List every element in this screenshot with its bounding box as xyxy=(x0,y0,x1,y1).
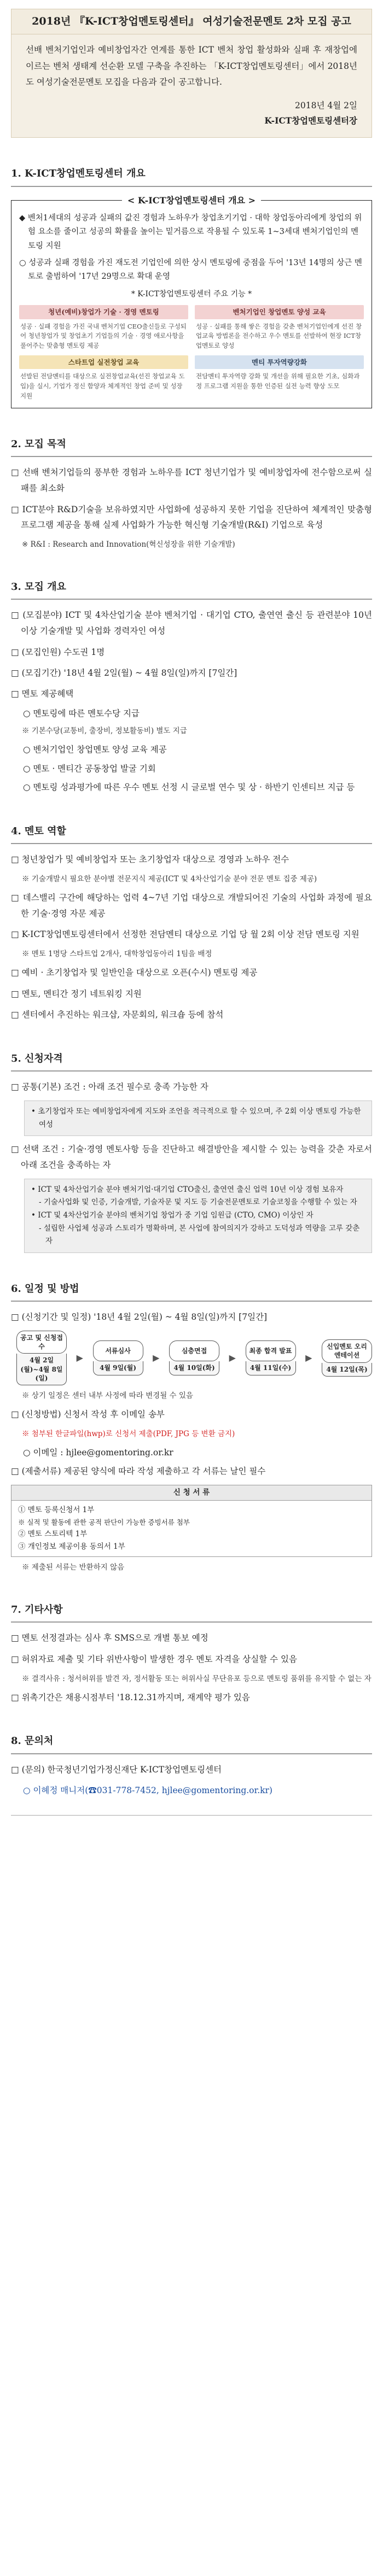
functions-caption: * K-ICT창업멘토링센터 주요 기능 * xyxy=(131,289,252,298)
section-title-schedule: 6. 일정 및 방법 xyxy=(11,1280,372,1302)
recruit-count: □ (모집인원) 수도권 1명 xyxy=(11,647,105,657)
perk-item: ○ 멘토링에 따른 멘토수당 지급 xyxy=(23,709,140,719)
overview-paragraph: ◆ 벤처1세대의 성공과 실패의 값진 경험과 노하우가 창업초기기업 · 대학 창업동아리에게 창업의 위험 요소를 줄이고 성공의 확률을 높이는 밑거름으로 작용될 수 있도록 1~3세대 벤처기업인의 멘토링 지원 xyxy=(19,213,362,250)
flow-step-label: 심층면접 xyxy=(169,1340,219,1361)
section-title-overview: 1. K-ICT창업멘토링센터 개요 xyxy=(11,165,372,187)
eligibility-item: □ 공통(기본) 조건 : 아래 조건 필수로 충족 가능한 자 xyxy=(11,1082,208,1092)
function-text: 성공 · 실패 경험을 가진 국내 벤처기업 CEO출신들로 구성되어 청년창업가 및 창업초기 기업들의 기술 · 경영 애로사항을 풀어주는 맞춤형 멘토링 제공 xyxy=(20,322,187,350)
eligibility-common-box xyxy=(24,1100,372,1136)
etc-note: ※ 결격사유 : 청서허위를 발견 자, 정서활동 또는 허위사실 무단유포 등으로 멘토링 품위를 유지할 수 없는 자 xyxy=(22,1674,372,1683)
function-head: 스타트업 실전창업 교육 xyxy=(19,355,188,369)
apply-method: □ (신청방법) 신청서 작성 후 이메일 송부 xyxy=(11,1409,165,1419)
documents-note: ※ 제출된 서류는 반환하지 않음 xyxy=(22,1562,125,1572)
section-title-purpose: 2. 모집 목적 xyxy=(11,436,372,458)
function-text: 선발된 전담멘티를 대상으로 실전창업교육(선진 창업교육 도입)을 실시, 기업가 정신 함양과 체계적인 창업 준비 및 성장 지원 xyxy=(20,372,185,400)
intro-text: 선배 벤처기업인과 예비창업자간 연계를 통한 ICT 벤처 창업 활성화와 실패 후 재창업에 이르는 벤처 생태계 선순환 모델 구축을 추진하는 「K-ICT창업멘토링센터」에서 2018년도 여성기술전문멘토 모집을 다음과 같이 공고합니다. xyxy=(26,45,357,87)
role-item: □ 센터에서 추진하는 워크샵, 자문회의, 워크숍 등에 참석 xyxy=(11,1010,224,1020)
page-title: 2018년 『K-ICT창업멘토링센터』 여성기술전문멘토 2차 모집 공고 xyxy=(11,9,372,34)
arrow-right-icon: ▶ xyxy=(229,1353,236,1363)
function-cell xyxy=(195,355,364,401)
overview-box-label: < K-ICT창업멘토링센터 개요 > xyxy=(122,193,261,208)
apply-warning: ※ 첨부된 한글파일(hwp)로 신청서 제출(PDF, JPG 등 변환 금지) xyxy=(22,1429,235,1438)
overview-paragraph: ○ 성공과 실패 경험을 가진 재도전 기업인에 의한 상시 멘토링에 중점을 두어 '13년 14명의 상근 멘토로 출범하여 '17년 29명으로 확대 운영 xyxy=(19,258,362,282)
section-title-contact: 8. 문의처 xyxy=(11,1732,372,1754)
role-item: □ K-ICT창업멘토링센터에서 선정한 전담멘티 대상으로 기업 당 월 2회 이상 전담 멘토링 지원 xyxy=(11,929,359,940)
overview-box xyxy=(11,195,372,408)
eligibility-detail: • ICT 및 4차산업기술 분야의 벤처기업 창업가 중 기업 임원급 (CTO, CMO) 이상인 자 xyxy=(31,1211,314,1220)
perk-item: ○ 멘토링 성과평가에 따른 우수 멘토 선정 시 글로벌 연수 및 상 · 하반기 인센티브 지급 등 xyxy=(23,782,355,793)
document-item: ※ 실적 및 활동에 관한 공적 판단이 가능한 증빙서류 첨부 xyxy=(18,1518,190,1526)
perk-item: ○ 벤처기업인 창업멘토 양성 교육 제공 xyxy=(23,744,167,754)
function-head: 멘티 투자역량강화 xyxy=(195,355,364,369)
documents-head: 신 청 서 류 xyxy=(11,1485,372,1501)
function-cell xyxy=(19,355,188,401)
documents-body xyxy=(11,1501,372,1556)
flow-step-label: 신입멘토 오리엔테이션 xyxy=(322,1339,372,1362)
purpose-note: ※ R&I : Research and Innovation(혁신성장을 위한 기술개발) xyxy=(22,540,235,549)
eligibility-item: □ 선택 조건 : 기술·경영 멘토사항 등을 진단하고 해결방안을 제시할 수 있는 능력을 갖춘 자로서 아래 조건을 충족하는 자 xyxy=(11,1144,372,1170)
functions-grid xyxy=(19,305,364,401)
eligibility-detail: - 설립한 사업체 성공과 스토리가 명확하며, 본 사업에 참여의지가 강하고 도덕성과 역량을 고루 갖춘 자 xyxy=(39,1223,360,1246)
role-note: ※ 기술개발시 필요한 분야별 전문지식 제공(ICT 및 4차산업기술 분야 전문 멘토 집중 제공) xyxy=(22,875,317,884)
function-cell xyxy=(19,305,188,351)
arrow-right-icon: ▶ xyxy=(76,1353,83,1363)
flow-step-date: 4월 2일(월)~4월 8일(일) xyxy=(16,1354,67,1385)
section-title-eligibility: 5. 신청자격 xyxy=(11,1050,372,1072)
notice-date: 2018년 4월 2일 xyxy=(295,100,357,110)
bottom-divider xyxy=(11,1815,372,1816)
arrow-right-icon: ▶ xyxy=(153,1353,160,1363)
section-title-role: 4. 멘토 역할 xyxy=(11,823,372,845)
eligibility-detail: - 기술사업화 및 인증, 기술개발, 기술자문 및 지도 등 기술전문멘토로 기술코칭을 수행할 수 있는 자 xyxy=(39,1198,357,1207)
document-item: ② 멘토 스토리텍 1부 xyxy=(18,1530,88,1538)
schedule-note: ※ 상기 일정은 센터 내부 사정에 따라 변경될 수 있음 xyxy=(22,1391,193,1400)
contact-person[interactable]: ○ 이혜정 매니저(☎031-778-7452, hjlee@gomentoring.or.kr) xyxy=(23,1785,272,1796)
submit-docs: □ (제출서류) 제공된 양식에 따라 작성 제출하고 각 서류는 날인 필수 xyxy=(11,1466,266,1477)
flow-step xyxy=(93,1340,143,1375)
etc-item: □ 위촉기간은 채용시점부터 '18.12.31까지며, 재계약 평가 있음 xyxy=(11,1692,250,1702)
perk-note: ※ 기본수당(교통비, 출장비, 정보활동비) 별도 지급 xyxy=(22,726,187,735)
recruit-period: □ (모집기간) '18년 4월 2일(월) ~ 4월 8일(일)까지 [7일간] xyxy=(11,668,237,678)
schedule-flow xyxy=(16,1331,372,1385)
function-head: 청년(예비)창업가 기술 · 경영 멘토링 xyxy=(19,305,188,319)
section-title-recruit: 3. 모집 개요 xyxy=(11,578,372,600)
flow-step-date: 4월 11일(수) xyxy=(246,1361,296,1375)
purpose-item: □ 선배 벤처기업들의 풍부한 경험과 노하우를 ICT 청년기업가 및 예비창업자에 전수함으로써 실패를 최소화 xyxy=(11,467,372,494)
document-item: ① 멘토 등록신청서 1부 xyxy=(18,1505,95,1514)
etc-item: □ 멘토 선정결과는 심사 후 SMS으로 개별 통보 예정 xyxy=(11,1633,208,1643)
document-item: ③ 개인정보 제공이용 동의서 1부 xyxy=(18,1542,125,1551)
perk-item: ○ 멘토 · 멘티간 공동창업 발굴 기회 xyxy=(23,763,156,774)
apply-email: ○ 이메일 : hjlee@gomentoring.or.kr xyxy=(23,1447,173,1457)
eligibility-optional-box xyxy=(24,1179,372,1253)
eligibility-detail: • 초기창업자 또는 예비창업자에게 지도와 조언을 적극적으로 할 수 있으며, 주 2회 이상 멘토링 가능한 여성 xyxy=(31,1107,361,1129)
role-item: □ 예비 · 초기창업자 및 일반인을 대상으로 오픈(수시) 멘토링 제공 xyxy=(11,967,258,977)
arrow-right-icon: ▶ xyxy=(305,1353,312,1363)
perks-heading: □ 멘토 제공혜택 xyxy=(11,689,74,699)
etc-item: □ 허위자료 제출 및 기타 위반사항이 발생한 경우 멘토 자격을 상실할 수 있음 xyxy=(11,1654,297,1664)
recruit-field: □ (모집분야) ICT 및 4차산업기술 분야 벤처기업 · 대기업 CTO, 출연연 출신 등 관련분야 10년 이상 기술개발 및 사업화 경력자인 여성 xyxy=(11,610,372,636)
role-item: □ 청년창업가 및 예비창업자 또는 초기창업자 대상으로 경영과 노하우 전수 xyxy=(11,854,289,865)
flow-step xyxy=(16,1331,67,1385)
contact-org: □ (문의) 한국청년기업가정신재단 K-ICT창업멘토링센터 xyxy=(11,1764,222,1775)
function-text: 성공 · 실패를 통해 쌓은 경험을 갖춘 벤처기업인에게 선진 창업교육 방법론을 전수하고 우수 멘토를 선발하여 현장 ICT창업멘토로 양성 xyxy=(196,322,362,350)
notice-signature: K-ICT창업멘토링센터장 xyxy=(264,115,357,126)
flow-step xyxy=(169,1340,219,1375)
intro-panel xyxy=(11,34,372,138)
section-title-etc: 7. 기타사항 xyxy=(11,1601,372,1623)
role-note: ※ 멘토 1명당 스타트업 2개사, 대학창업동아리 1팀을 배정 xyxy=(22,950,212,959)
purpose-item: □ ICT분야 R&D기술을 보유하였지만 사업화에 성공하지 못한 기업을 진단하여 체계적인 맞춤형 프로그램 제공을 통해 실제 사업화가 가능한 혁신형 기술개발(R&I) 기업으로 육성 xyxy=(11,504,372,530)
flow-step-label: 최종 합격 발표 xyxy=(246,1340,296,1361)
schedule-item: □ (신청기간 및 일정) '18년 4월 2일(월) ~ 4월 8일(일)까지 [7일간] xyxy=(11,1312,268,1322)
flow-step-label: 공고 및 신청접수 xyxy=(16,1331,67,1354)
function-cell xyxy=(195,305,364,351)
flow-step-date: 4월 12일(목) xyxy=(322,1363,372,1377)
flow-step-label: 서류심사 xyxy=(93,1340,143,1361)
flow-step xyxy=(246,1340,296,1375)
eligibility-detail: • ICT 및 4차산업기술 분야 벤처기업·대기업 CTO출신, 출연연 출신 업력 10년 이상 경험 보유자 xyxy=(31,1185,344,1194)
flow-step-date: 4월 9일(월) xyxy=(93,1361,143,1375)
role-item: □ 멘토, 멘티간 정기 네트워킹 지원 xyxy=(11,988,142,999)
function-head: 벤처기업인 창업멘토 양성 교육 xyxy=(195,305,364,319)
role-item: □ 데스밸리 구간에 해당하는 업력 4~7년 기업 대상으로 개발되어진 기술의 사업화 과정에 필요한 기술·경영 자문 제공 xyxy=(11,893,372,918)
function-text: 전담멘티 투자역량 강화 및 개선을 위해 필요한 기초, 심화과정 프로그램 지원을 통한 인증된 실전 능력 향상 도모 xyxy=(196,372,360,390)
flow-step-date: 4월 10일(화) xyxy=(169,1361,219,1375)
documents-box xyxy=(11,1485,372,1557)
flow-step xyxy=(322,1339,372,1377)
